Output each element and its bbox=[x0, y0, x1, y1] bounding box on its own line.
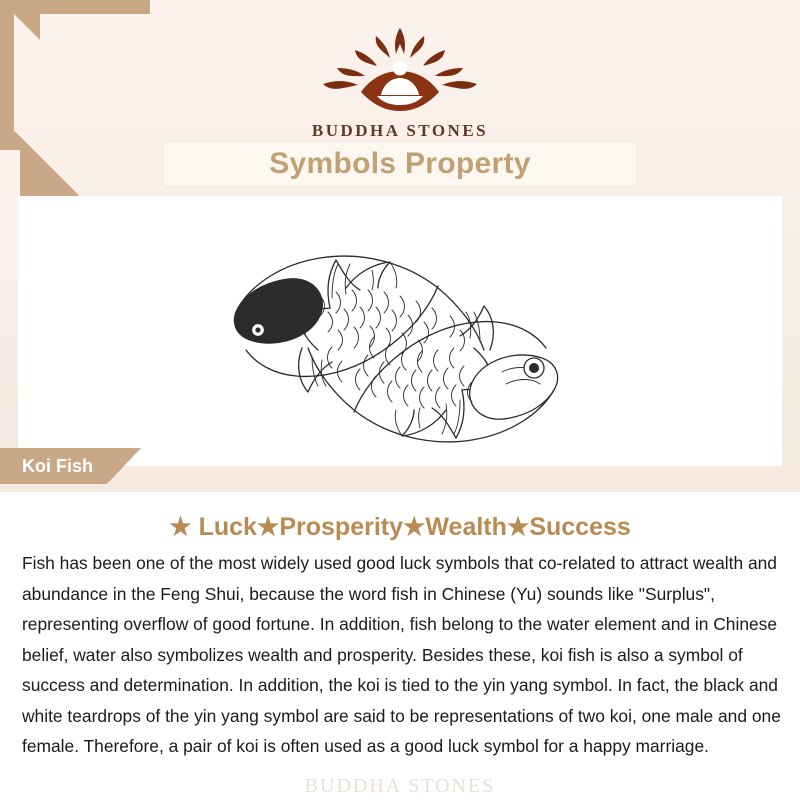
page-title bbox=[162, 141, 638, 187]
brand-logo bbox=[0, 22, 800, 141]
brand-name: BUDDHA STONES bbox=[311, 121, 489, 140]
two-koi-fish-yin-yang-illustration bbox=[150, 200, 650, 490]
keywords-line: ★ Luck★Prosperity★Wealth★Success bbox=[169, 513, 631, 541]
section-label-text: Koi Fish bbox=[22, 455, 93, 476]
section-label-tail bbox=[107, 448, 141, 484]
diagonal-decoration-left-mask bbox=[0, 150, 20, 280]
watermark-text: BUDDHA STONES bbox=[304, 775, 496, 797]
corner-decoration-top-left-horizontal bbox=[0, 0, 150, 14]
lotus-meditation-icon bbox=[0, 22, 800, 119]
page-title-text: Symbols Property bbox=[269, 147, 531, 180]
section-label-body bbox=[0, 448, 107, 484]
body-paragraph: Fish has been one of the most widely used good luck symbols that co-related to attract wealth and abundance in the Feng Shui, because the word fish in Chinese (Yu) sounds like "Surplus", representing overflow of good fortune. In addition, fish belong to the water element and in Chinese belief, water also symbolizes wealth and prosperity. Besides these, koi fish is also a symbol of success and determination. In addition, the koi is tied to the yin yang symbol. In fact, the black and white teardrops of the yin yang symbol are said to be representations of two koi, one male and one female. Therefore, a pair of koi is often used as a good luck symbol for a happy marriage. bbox=[22, 553, 781, 756]
section-label-tab bbox=[0, 448, 141, 484]
